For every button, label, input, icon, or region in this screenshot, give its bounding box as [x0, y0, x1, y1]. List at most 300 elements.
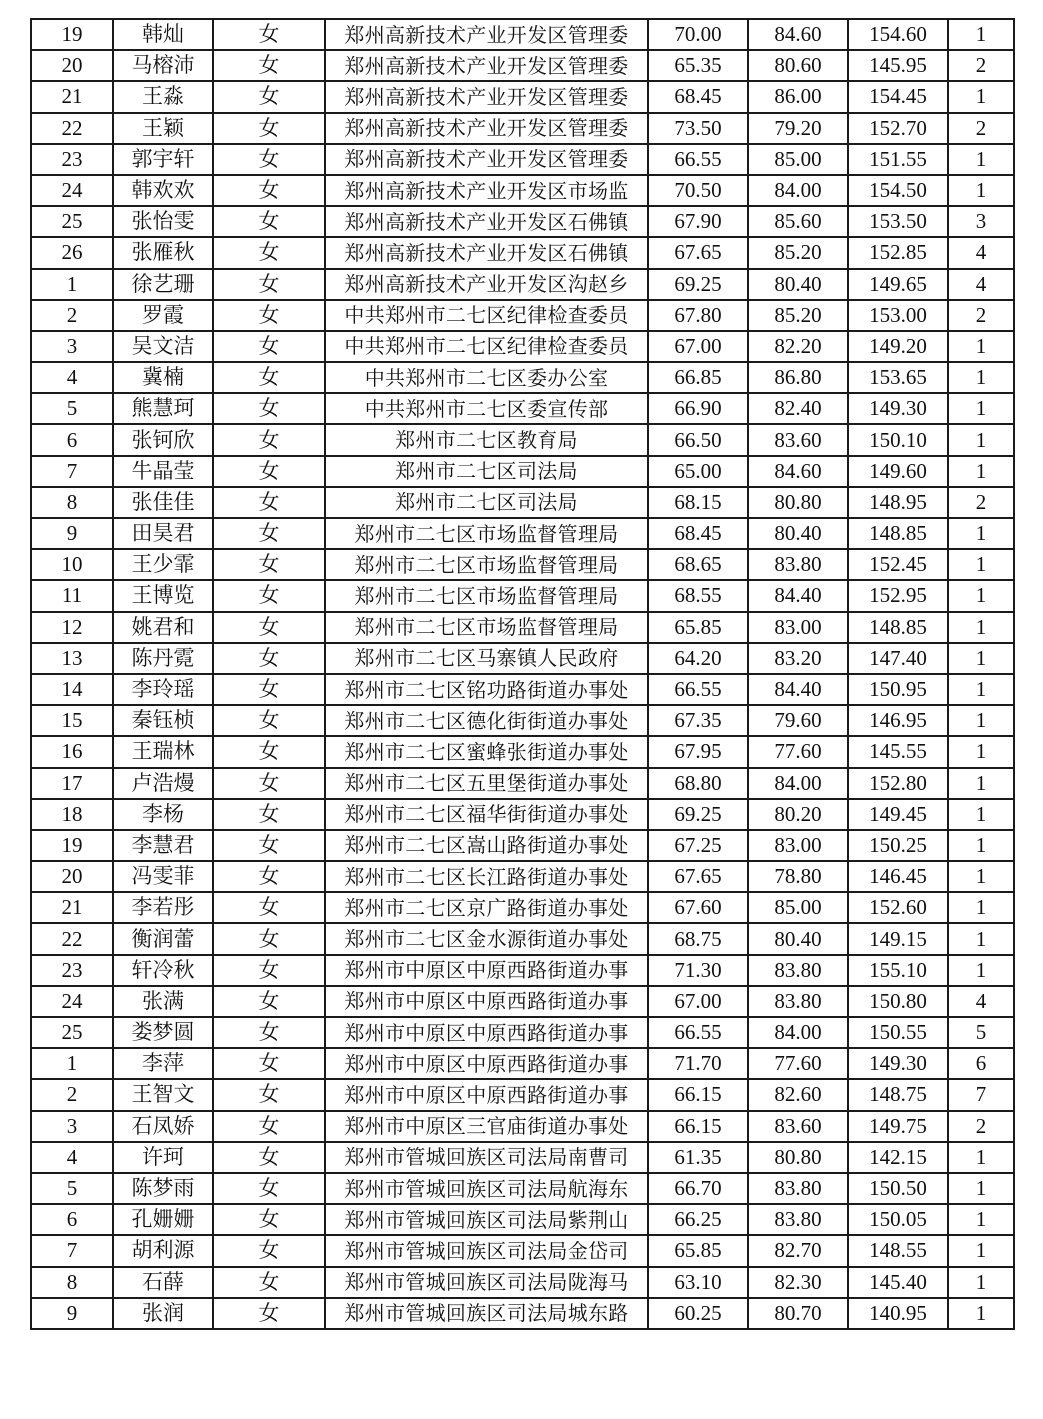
cell-rank: 6 [948, 1048, 1014, 1079]
table-row [31, 580, 1014, 611]
cell-unit: 郑州市二七区蜜蜂张街道办事处 [325, 736, 648, 767]
cell-total-score: 145.40 [848, 1267, 948, 1298]
cell-gender: 女 [213, 705, 325, 736]
cell-unit: 郑州高新技术产业开发区石佛镇 [325, 206, 648, 237]
cell-interview-score: 83.60 [748, 1111, 848, 1142]
cell-interview-score: 84.60 [748, 19, 848, 50]
table-row [31, 393, 1014, 424]
cell-gender: 女 [213, 81, 325, 112]
cell-index: 2 [31, 1079, 113, 1110]
cell-rank: 2 [948, 487, 1014, 518]
cell-gender: 女 [213, 393, 325, 424]
cell-total-score: 148.95 [848, 487, 948, 518]
results-table-body [31, 19, 1014, 1329]
cell-written-score: 66.70 [648, 1173, 748, 1204]
cell-written-score: 68.55 [648, 580, 748, 611]
cell-interview-score: 80.70 [748, 1298, 848, 1329]
cell-total-score: 150.10 [848, 424, 948, 455]
cell-written-score: 71.30 [648, 955, 748, 986]
cell-index: 9 [31, 1298, 113, 1329]
cell-unit: 郑州市中原区中原西路街道办事 [325, 986, 648, 1017]
cell-unit: 郑州市二七区铭功路街道办事处 [325, 674, 648, 705]
cell-rank: 1 [948, 799, 1014, 830]
table-row [31, 612, 1014, 643]
cell-interview-score: 83.20 [748, 643, 848, 674]
cell-interview-score: 83.80 [748, 1204, 848, 1235]
cell-name: 王博览 [113, 580, 213, 611]
cell-written-score: 67.35 [648, 705, 748, 736]
cell-unit: 郑州市管城回族区司法局南曹司 [325, 1142, 648, 1173]
table-row [31, 861, 1014, 892]
cell-interview-score: 84.00 [748, 175, 848, 206]
cell-total-score: 146.95 [848, 705, 948, 736]
cell-gender: 女 [213, 923, 325, 954]
table-row [31, 1017, 1014, 1048]
cell-total-score: 149.75 [848, 1111, 948, 1142]
cell-gender: 女 [213, 144, 325, 175]
cell-index: 20 [31, 50, 113, 81]
cell-total-score: 148.75 [848, 1079, 948, 1110]
cell-written-score: 68.75 [648, 923, 748, 954]
table-row [31, 923, 1014, 954]
cell-total-score: 154.60 [848, 19, 948, 50]
cell-index: 1 [31, 1048, 113, 1079]
cell-rank: 1 [948, 424, 1014, 455]
cell-rank: 4 [948, 237, 1014, 268]
cell-written-score: 63.10 [648, 1267, 748, 1298]
cell-total-score: 152.95 [848, 580, 948, 611]
cell-index: 22 [31, 113, 113, 144]
table-row [31, 1173, 1014, 1204]
cell-rank: 1 [948, 1204, 1014, 1235]
cell-unit: 中共郑州市二七区纪律检查委员 [325, 331, 648, 362]
cell-rank: 2 [948, 1111, 1014, 1142]
cell-gender: 女 [213, 456, 325, 487]
cell-name: 李若彤 [113, 892, 213, 923]
table-row [31, 705, 1014, 736]
cell-rank: 1 [948, 1267, 1014, 1298]
cell-name: 张怡雯 [113, 206, 213, 237]
cell-unit: 郑州市二七区市场监督管理局 [325, 612, 648, 643]
cell-total-score: 152.85 [848, 237, 948, 268]
cell-written-score: 69.25 [648, 799, 748, 830]
cell-interview-score: 83.00 [748, 830, 848, 861]
cell-name: 李玲瑶 [113, 674, 213, 705]
table-row [31, 643, 1014, 674]
table-row [31, 175, 1014, 206]
cell-total-score: 149.65 [848, 269, 948, 300]
cell-written-score: 67.90 [648, 206, 748, 237]
cell-written-score: 66.50 [648, 424, 748, 455]
cell-unit: 郑州高新技术产业开发区石佛镇 [325, 237, 648, 268]
cell-total-score: 150.50 [848, 1173, 948, 1204]
cell-total-score: 142.15 [848, 1142, 948, 1173]
cell-name: 罗霞 [113, 300, 213, 331]
cell-unit: 郑州高新技术产业开发区管理委 [325, 50, 648, 81]
cell-total-score: 149.20 [848, 331, 948, 362]
cell-index: 8 [31, 1267, 113, 1298]
cell-interview-score: 84.40 [748, 580, 848, 611]
cell-total-score: 152.60 [848, 892, 948, 923]
cell-interview-score: 79.20 [748, 113, 848, 144]
cell-unit: 郑州市中原区中原西路街道办事 [325, 1017, 648, 1048]
cell-interview-score: 83.80 [748, 549, 848, 580]
cell-name: 胡利源 [113, 1235, 213, 1266]
table-row [31, 144, 1014, 175]
cell-interview-score: 82.30 [748, 1267, 848, 1298]
cell-interview-score: 80.40 [748, 269, 848, 300]
cell-total-score: 145.95 [848, 50, 948, 81]
cell-gender: 女 [213, 518, 325, 549]
cell-interview-score: 80.40 [748, 923, 848, 954]
cell-unit: 郑州高新技术产业开发区管理委 [325, 81, 648, 112]
cell-name: 秦钰桢 [113, 705, 213, 736]
cell-index: 8 [31, 487, 113, 518]
cell-gender: 女 [213, 861, 325, 892]
cell-gender: 女 [213, 50, 325, 81]
cell-index: 23 [31, 955, 113, 986]
cell-unit: 郑州市二七区马寨镇人民政府 [325, 643, 648, 674]
cell-index: 7 [31, 1235, 113, 1266]
cell-interview-score: 86.80 [748, 362, 848, 393]
table-row [31, 81, 1014, 112]
cell-unit: 郑州市管城回族区司法局陇海马 [325, 1267, 648, 1298]
cell-written-score: 66.55 [648, 144, 748, 175]
cell-written-score: 68.45 [648, 81, 748, 112]
cell-unit: 中共郑州市二七区委办公室 [325, 362, 648, 393]
cell-index: 16 [31, 736, 113, 767]
cell-unit: 郑州市中原区中原西路街道办事 [325, 1079, 648, 1110]
cell-index: 5 [31, 393, 113, 424]
cell-gender: 女 [213, 113, 325, 144]
cell-index: 2 [31, 300, 113, 331]
cell-total-score: 150.55 [848, 1017, 948, 1048]
cell-interview-score: 77.60 [748, 1048, 848, 1079]
cell-interview-score: 86.00 [748, 81, 848, 112]
cell-unit: 郑州市二七区福华街街道办事处 [325, 799, 648, 830]
cell-written-score: 65.85 [648, 1235, 748, 1266]
cell-unit: 郑州市二七区长江路街道办事处 [325, 861, 648, 892]
table-row [31, 1267, 1014, 1298]
cell-rank: 2 [948, 50, 1014, 81]
cell-written-score: 68.65 [648, 549, 748, 580]
cell-rank: 1 [948, 549, 1014, 580]
cell-written-score: 67.80 [648, 300, 748, 331]
cell-gender: 女 [213, 269, 325, 300]
cell-index: 6 [31, 1204, 113, 1235]
cell-rank: 1 [948, 175, 1014, 206]
cell-name: 李慧君 [113, 830, 213, 861]
cell-unit: 郑州高新技术产业开发区沟赵乡 [325, 269, 648, 300]
cell-name: 姚君和 [113, 612, 213, 643]
cell-name: 吴文洁 [113, 331, 213, 362]
cell-total-score: 153.50 [848, 206, 948, 237]
cell-rank: 1 [948, 456, 1014, 487]
cell-index: 6 [31, 424, 113, 455]
cell-total-score: 150.05 [848, 1204, 948, 1235]
cell-gender: 女 [213, 1017, 325, 1048]
cell-written-score: 67.65 [648, 861, 748, 892]
cell-name: 衡润蕾 [113, 923, 213, 954]
cell-gender: 女 [213, 1142, 325, 1173]
cell-total-score: 155.10 [848, 955, 948, 986]
cell-written-score: 68.15 [648, 487, 748, 518]
cell-index: 18 [31, 799, 113, 830]
cell-name: 石薛 [113, 1267, 213, 1298]
cell-unit: 郑州市二七区司法局 [325, 456, 648, 487]
table-row [31, 424, 1014, 455]
cell-gender: 女 [213, 331, 325, 362]
cell-name: 牛晶莹 [113, 456, 213, 487]
cell-interview-score: 83.80 [748, 986, 848, 1017]
cell-gender: 女 [213, 487, 325, 518]
cell-unit: 郑州高新技术产业开发区市场监 [325, 175, 648, 206]
cell-written-score: 67.65 [648, 237, 748, 268]
cell-unit: 郑州市二七区京广路街道办事处 [325, 892, 648, 923]
cell-name: 张满 [113, 986, 213, 1017]
cell-total-score: 153.65 [848, 362, 948, 393]
table-row [31, 113, 1014, 144]
cell-rank: 2 [948, 300, 1014, 331]
cell-written-score: 66.15 [648, 1111, 748, 1142]
cell-interview-score: 84.40 [748, 674, 848, 705]
cell-name: 王智文 [113, 1079, 213, 1110]
table-row [31, 300, 1014, 331]
cell-total-score: 147.40 [848, 643, 948, 674]
table-row [31, 1048, 1014, 1079]
cell-gender: 女 [213, 1298, 325, 1329]
cell-index: 3 [31, 1111, 113, 1142]
cell-gender: 女 [213, 892, 325, 923]
table-row [31, 206, 1014, 237]
cell-gender: 女 [213, 424, 325, 455]
cell-unit: 郑州市二七区市场监督管理局 [325, 549, 648, 580]
cell-rank: 1 [948, 19, 1014, 50]
cell-written-score: 67.25 [648, 830, 748, 861]
cell-unit: 郑州市二七区嵩山路街道办事处 [325, 830, 648, 861]
cell-unit: 中共郑州市二七区纪律检查委员 [325, 300, 648, 331]
cell-total-score: 148.85 [848, 612, 948, 643]
cell-unit: 郑州市二七区金水源街道办事处 [325, 923, 648, 954]
table-row [31, 331, 1014, 362]
cell-gender: 女 [213, 362, 325, 393]
cell-gender: 女 [213, 1235, 325, 1266]
cell-name: 王瑞林 [113, 736, 213, 767]
cell-rank: 1 [948, 81, 1014, 112]
cell-total-score: 149.15 [848, 923, 948, 954]
cell-rank: 1 [948, 518, 1014, 549]
cell-rank: 1 [948, 705, 1014, 736]
table-row [31, 892, 1014, 923]
cell-name: 王淼 [113, 81, 213, 112]
table-row [31, 799, 1014, 830]
cell-interview-score: 78.80 [748, 861, 848, 892]
cell-rank: 1 [948, 362, 1014, 393]
cell-rank: 1 [948, 580, 1014, 611]
cell-index: 5 [31, 1173, 113, 1204]
cell-gender: 女 [213, 300, 325, 331]
cell-written-score: 61.35 [648, 1142, 748, 1173]
cell-interview-score: 84.60 [748, 456, 848, 487]
cell-rank: 7 [948, 1079, 1014, 1110]
cell-gender: 女 [213, 612, 325, 643]
table-row [31, 1235, 1014, 1266]
cell-total-score: 150.95 [848, 674, 948, 705]
cell-name: 郭宇轩 [113, 144, 213, 175]
cell-written-score: 66.55 [648, 674, 748, 705]
cell-rank: 4 [948, 986, 1014, 1017]
cell-interview-score: 85.20 [748, 300, 848, 331]
cell-rank: 1 [948, 923, 1014, 954]
table-row [31, 50, 1014, 81]
cell-rank: 1 [948, 736, 1014, 767]
cell-gender: 女 [213, 736, 325, 767]
cell-index: 15 [31, 705, 113, 736]
table-row [31, 830, 1014, 861]
cell-index: 12 [31, 612, 113, 643]
cell-written-score: 67.95 [648, 736, 748, 767]
cell-unit: 郑州高新技术产业开发区管理委 [325, 144, 648, 175]
cell-interview-score: 84.00 [748, 768, 848, 799]
cell-name: 田昊君 [113, 518, 213, 549]
cell-name: 冀楠 [113, 362, 213, 393]
cell-written-score: 67.60 [648, 892, 748, 923]
cell-interview-score: 80.40 [748, 518, 848, 549]
cell-index: 10 [31, 549, 113, 580]
cell-total-score: 153.00 [848, 300, 948, 331]
cell-interview-score: 80.60 [748, 50, 848, 81]
cell-unit: 郑州市管城回族区司法局城东路 [325, 1298, 648, 1329]
cell-gender: 女 [213, 674, 325, 705]
cell-written-score: 66.55 [648, 1017, 748, 1048]
cell-written-score: 67.00 [648, 331, 748, 362]
cell-interview-score: 85.20 [748, 237, 848, 268]
cell-gender: 女 [213, 1111, 325, 1142]
cell-gender: 女 [213, 237, 325, 268]
cell-written-score: 71.70 [648, 1048, 748, 1079]
cell-name: 轩冷秋 [113, 955, 213, 986]
cell-unit: 郑州市二七区五里堡街道办事处 [325, 768, 648, 799]
table-row [31, 19, 1014, 50]
cell-total-score: 145.55 [848, 736, 948, 767]
cell-rank: 5 [948, 1017, 1014, 1048]
cell-unit: 郑州市二七区教育局 [325, 424, 648, 455]
cell-unit: 郑州市二七区德化街街道办事处 [325, 705, 648, 736]
cell-rank: 4 [948, 269, 1014, 300]
results-document [30, 18, 1015, 1330]
cell-total-score: 149.45 [848, 799, 948, 830]
cell-index: 13 [31, 643, 113, 674]
cell-rank: 1 [948, 674, 1014, 705]
cell-gender: 女 [213, 830, 325, 861]
table-row [31, 1142, 1014, 1173]
table-row [31, 768, 1014, 799]
cell-rank: 1 [948, 144, 1014, 175]
cell-interview-score: 79.60 [748, 705, 848, 736]
cell-rank: 3 [948, 206, 1014, 237]
cell-rank: 1 [948, 331, 1014, 362]
table-row [31, 986, 1014, 1017]
cell-name: 孔姗姗 [113, 1204, 213, 1235]
cell-name: 张钶欣 [113, 424, 213, 455]
cell-total-score: 150.80 [848, 986, 948, 1017]
cell-written-score: 70.50 [648, 175, 748, 206]
cell-unit: 郑州市二七区司法局 [325, 487, 648, 518]
results-table [30, 18, 1015, 1330]
cell-unit: 郑州市管城回族区司法局航海东 [325, 1173, 648, 1204]
cell-index: 26 [31, 237, 113, 268]
cell-total-score: 150.25 [848, 830, 948, 861]
cell-unit: 郑州市中原区中原西路街道办事 [325, 1048, 648, 1079]
cell-interview-score: 83.80 [748, 955, 848, 986]
cell-name: 石凤娇 [113, 1111, 213, 1142]
cell-interview-score: 82.70 [748, 1235, 848, 1266]
cell-total-score: 148.85 [848, 518, 948, 549]
cell-name: 李杨 [113, 799, 213, 830]
cell-rank: 2 [948, 113, 1014, 144]
cell-unit: 郑州市二七区市场监督管理局 [325, 518, 648, 549]
cell-interview-score: 83.00 [748, 612, 848, 643]
cell-interview-score: 82.60 [748, 1079, 848, 1110]
cell-gender: 女 [213, 643, 325, 674]
table-row [31, 736, 1014, 767]
cell-unit: 郑州市管城回族区司法局金岱司 [325, 1235, 648, 1266]
cell-total-score: 149.30 [848, 1048, 948, 1079]
cell-index: 1 [31, 269, 113, 300]
cell-index: 25 [31, 206, 113, 237]
cell-name: 韩灿 [113, 19, 213, 50]
cell-name: 卢浩熳 [113, 768, 213, 799]
cell-unit: 中共郑州市二七区委宣传部 [325, 393, 648, 424]
cell-rank: 1 [948, 1173, 1014, 1204]
cell-rank: 1 [948, 892, 1014, 923]
cell-rank: 1 [948, 643, 1014, 674]
cell-gender: 女 [213, 580, 325, 611]
cell-unit: 郑州市中原区中原西路街道办事 [325, 955, 648, 986]
cell-total-score: 146.45 [848, 861, 948, 892]
cell-gender: 女 [213, 175, 325, 206]
cell-rank: 1 [948, 830, 1014, 861]
cell-gender: 女 [213, 1204, 325, 1235]
cell-name: 许珂 [113, 1142, 213, 1173]
cell-written-score: 69.25 [648, 269, 748, 300]
cell-interview-score: 85.00 [748, 144, 848, 175]
table-row [31, 456, 1014, 487]
cell-unit: 郑州高新技术产业开发区管理委 [325, 113, 648, 144]
cell-index: 21 [31, 81, 113, 112]
cell-unit: 郑州高新技术产业开发区管理委 [325, 19, 648, 50]
cell-written-score: 66.15 [648, 1079, 748, 1110]
cell-index: 25 [31, 1017, 113, 1048]
cell-gender: 女 [213, 955, 325, 986]
cell-written-score: 64.20 [648, 643, 748, 674]
cell-index: 11 [31, 580, 113, 611]
cell-total-score: 149.30 [848, 393, 948, 424]
cell-gender: 女 [213, 1079, 325, 1110]
cell-name: 张雁秋 [113, 237, 213, 268]
cell-total-score: 154.50 [848, 175, 948, 206]
cell-index: 24 [31, 175, 113, 206]
cell-name: 陈丹霓 [113, 643, 213, 674]
cell-interview-score: 83.60 [748, 424, 848, 455]
cell-gender: 女 [213, 1048, 325, 1079]
cell-written-score: 70.00 [648, 19, 748, 50]
cell-total-score: 152.80 [848, 768, 948, 799]
cell-gender: 女 [213, 799, 325, 830]
cell-gender: 女 [213, 1173, 325, 1204]
cell-name: 陈梦雨 [113, 1173, 213, 1204]
cell-name: 马榕沛 [113, 50, 213, 81]
